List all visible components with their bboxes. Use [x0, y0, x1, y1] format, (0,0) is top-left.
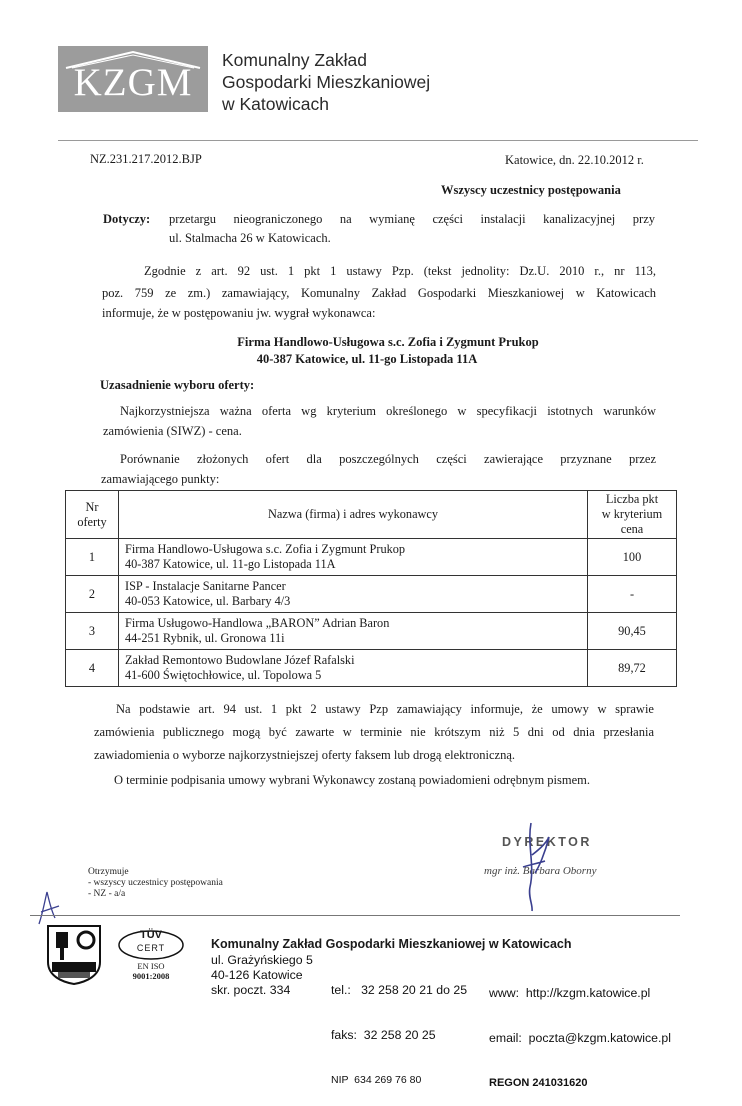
- distribution-line-1: - wszyscy uczestnicy postępowania: [88, 878, 223, 888]
- kzgm-logo: [58, 46, 208, 112]
- footer-address-line-1: ul. Grażyńskiego 5: [211, 953, 313, 967]
- table-row: [66, 613, 677, 650]
- cert-mid-text: CERT: [136, 943, 166, 953]
- org-name-line-2: Gospodarki Mieszkaniowej: [222, 72, 431, 92]
- table-header-row: [66, 491, 677, 539]
- header-offer-number: Nr oferty: [66, 491, 119, 539]
- footer-address: [211, 953, 313, 998]
- footer-www[interactable]: www: http://kzgm.katowice.pl: [489, 986, 651, 1000]
- contractor-name: ISP - Instalacje Sanitarne Pancer 40-053 Katowice, ul. Barbary 4/3: [119, 576, 588, 613]
- cert-top-text: TÜV: [140, 929, 162, 941]
- footer-phone: tel.: 32 258 20 21 do 25: [331, 983, 468, 997]
- justification-line-2: zamówienia (SIWZ) - cena.: [103, 424, 242, 438]
- addressee: Wszyscy uczestnicy postępowania: [441, 183, 621, 197]
- organization-name: [222, 49, 430, 115]
- comparison-line-2: zamawiającego punkty:: [101, 472, 220, 486]
- org-name-line-1: Komunalny Zakład: [222, 50, 367, 70]
- katowice-coat-of-arms-icon: [46, 924, 102, 986]
- signatory-name: mgr inż. Barbara Oborny: [484, 865, 597, 877]
- subject-label: Dotyczy:: [103, 212, 151, 226]
- header-points: Liczba pkt w kryterium cena: [588, 491, 677, 539]
- table-row: [66, 539, 677, 576]
- org-name-line-3: w Katowicach: [222, 94, 329, 114]
- handwritten-signature: [505, 815, 565, 915]
- table-row: [66, 576, 677, 613]
- offer-points: -: [588, 576, 677, 613]
- closing-line-4: O terminie podpisania umowy wybrani Wykonawcy zostaną powiadomieni odrębnym pismem.: [114, 773, 591, 787]
- signature-title: DYREKTOR: [502, 835, 592, 849]
- offer-number: 2: [66, 576, 119, 613]
- distribution-list: [88, 867, 223, 900]
- reference-number: NZ.231.217.2012.BJP: [90, 152, 202, 166]
- para1-line-1: Zgodnie z art. 92 ust. 1 pkt 1 ustawy Pzp. (tekst jednolity: Dz.U. 2010 r., nr 113,: [144, 264, 656, 278]
- para1-line-2: poz. 759 ze zm.) zamawiający, Komunalny Zakład Gospodarki Mieszkaniowej w Katowicach: [102, 286, 656, 300]
- closing-line-3: zawiadomienia o wyborze najkorzystniejszej oferty faksem lub drogą elektroniczną.: [94, 748, 516, 762]
- offer-number: 3: [66, 613, 119, 650]
- comparison-line-1: Porównanie złożonych ofert dla poszczególnych części zawierające przyznane przez: [120, 452, 656, 466]
- footer-email[interactable]: email: poczta@kzgm.katowice.pl: [489, 1031, 671, 1045]
- winner-line-1: Firma Handlowo-Usługowa s.c. Zofia i Zygmunt Prukop: [237, 335, 539, 349]
- logo-text: KZGM: [73, 61, 193, 104]
- footer-online: [489, 956, 671, 1106]
- footer-org-name: Komunalny Zakład Gospodarki Mieszkaniowej w Katowicach: [211, 937, 572, 951]
- table-row: [66, 650, 677, 687]
- justification-line-1: Najkorzystniejsza ważna oferta wg kryterium określonego w specyfikacji istotnych warunków: [120, 404, 656, 418]
- offer-points: 100: [588, 539, 677, 576]
- footer-regon: REGON 241031620: [489, 1077, 588, 1089]
- header-divider: [58, 140, 698, 141]
- closing-line-1: Na podstawie art. 94 ust. 1 pkt 2 ustawy Pzp zamawiający informuje, że umowy w sprawie: [116, 702, 654, 716]
- closing-line-2: zamówienia publicznego mogą być zawarte w terminie nie krótszym niż 5 dni od dnia przesłania: [94, 725, 654, 739]
- distribution-line-2: - NZ - a/a: [88, 889, 126, 899]
- offer-number: 4: [66, 650, 119, 687]
- offer-points: 89,72: [588, 650, 677, 687]
- footer-nip: NIP 634 269 76 80: [331, 1074, 422, 1086]
- tuv-cert-badge: [116, 925, 186, 985]
- offer-points: 90,45: [588, 613, 677, 650]
- footer-contact: [331, 953, 467, 1103]
- initials-mark: [35, 888, 65, 928]
- header-contractor-name: Nazwa (firma) i adres wykonawcy: [119, 491, 588, 539]
- offer-number: 1: [66, 539, 119, 576]
- footer-divider: [30, 915, 680, 916]
- cert-standard: EN ISO 9001:2008: [132, 961, 170, 981]
- footer-address-line-3: skr. poczt. 334: [211, 983, 291, 997]
- offers-table: [65, 490, 677, 687]
- letter-date: Katowice, dn. 22.10.2012 r.: [505, 153, 644, 167]
- subject-line-1: przetargu nieograniczonego na wymianę części instalacji kanalizacyjnej przy: [169, 212, 655, 226]
- footer-fax: faks: 32 258 20 25: [331, 1028, 436, 1042]
- contractor-name: Firma Handlowo-Usługowa s.c. Zofia i Zygmunt Prukop 40-387 Katowice, ul. 11-go Listopada 11A: [119, 539, 588, 576]
- contractor-name: Firma Usługowo-Handlowa „BARON” Adrian Baron 44-251 Rybnik, ul. Gronowa 11i: [119, 613, 588, 650]
- winner-line-2: 40-387 Katowice, ul. 11-go Listopada 11A: [256, 352, 478, 366]
- justification-title: Uzasadnienie wyboru oferty:: [100, 378, 255, 392]
- contractor-name: Zakład Remontowo Budowlane Józef Rafalski 41-600 Świętochłowice, ul. Topolowa 5: [119, 650, 588, 687]
- para1-line-3: informuje, że w postępowaniu jw. wygrał wykonawca:: [102, 306, 376, 320]
- subject-line-2: ul. Stalmacha 26 w Katowicach.: [169, 231, 331, 245]
- footer-address-line-2: 40-126 Katowice: [211, 968, 303, 982]
- distribution-label: Otrzymuje: [88, 867, 129, 877]
